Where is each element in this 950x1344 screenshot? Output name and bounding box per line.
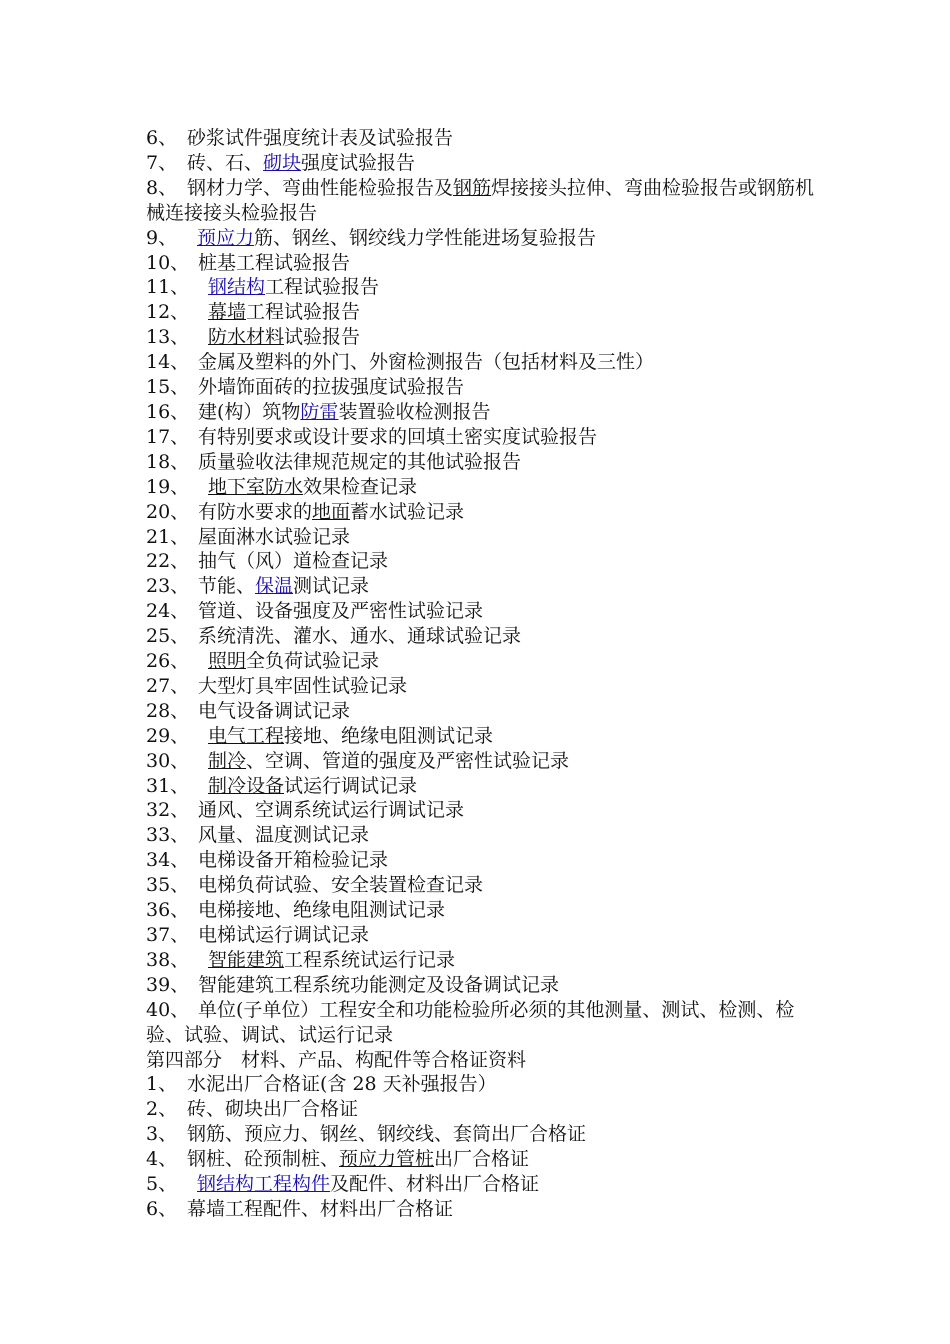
item-number: 38、 [146, 948, 190, 971]
list-item [146, 1122, 826, 1147]
underlined-keyword: 智能建筑 [208, 948, 285, 971]
item-number: 9、 [146, 226, 178, 249]
item-number: 25、 [146, 625, 190, 648]
list-item [146, 923, 826, 948]
item-number: 1、 [146, 1073, 178, 1096]
item-number: 2、 [146, 1098, 178, 1121]
list-item [146, 848, 826, 873]
underlined-keyword: 制冷设备 [208, 774, 285, 797]
item-text: 蓄水试验记录 [350, 500, 465, 523]
item-text: 管道、设备强度及严密性试验记录 [198, 600, 484, 623]
list-item [146, 350, 826, 375]
list-item [146, 823, 826, 848]
underlined-keyword: 钢筋 [453, 176, 492, 199]
item-number: 12、 [146, 301, 190, 324]
item-number: 28、 [146, 699, 190, 722]
item-number: 29、 [146, 724, 190, 747]
keyword-link[interactable]: 防雷 [300, 400, 339, 423]
underlined-keyword: 地下室防水 [208, 475, 304, 498]
item-text: 钢筋、预应力、钢丝、钢绞线、套筒出厂合格证 [187, 1123, 587, 1146]
list-item [146, 574, 826, 599]
item-text: 工程试验报告 [265, 276, 380, 299]
item-number: 6、 [146, 1197, 178, 1220]
item-number: 11、 [146, 276, 190, 299]
item-number: 14、 [146, 351, 190, 374]
section-heading [146, 1048, 826, 1073]
list-item [146, 500, 826, 525]
list-item [146, 151, 826, 176]
item-number: 26、 [146, 650, 190, 673]
list-item [146, 275, 826, 300]
list-item [146, 226, 826, 251]
item-text: 有特别要求或设计要求的回填土密实度试验报告 [198, 425, 598, 448]
item-text: 外墙饰面砖的拉拔强度试验报告 [198, 376, 465, 399]
item-number: 8、 [146, 176, 178, 199]
item-number: 27、 [146, 674, 190, 697]
list-item [146, 400, 826, 425]
document-body [146, 126, 826, 1222]
item-text: 抽气（风）道检查记录 [198, 550, 389, 573]
item-text: 水泥出厂合格证(含 28 天补强报告） [187, 1073, 497, 1096]
item-number: 39、 [146, 973, 190, 996]
keyword-link[interactable]: 预应力 [197, 226, 255, 249]
item-text: 出厂合格证 [434, 1148, 530, 1171]
item-number: 19、 [146, 475, 190, 498]
item-number: 13、 [146, 326, 190, 349]
list-item [146, 798, 826, 823]
underlined-keyword: 照明 [208, 650, 247, 673]
item-number: 20、 [146, 500, 190, 523]
list-item [146, 973, 826, 998]
list-item [146, 126, 826, 151]
item-text: 桩基工程试验报告 [198, 251, 351, 274]
item-number: 15、 [146, 376, 190, 399]
list-item [146, 1147, 826, 1172]
item-number: 31、 [146, 774, 190, 797]
keyword-link[interactable]: 钢结构 [208, 276, 266, 299]
item-text: 砖、砌块出厂合格证 [187, 1098, 359, 1121]
underlined-keyword: 电气工程 [208, 724, 285, 747]
list-item [146, 699, 826, 724]
item-number: 40、 [146, 998, 190, 1021]
list-item [146, 475, 826, 500]
item-text: 钢材力学、弯曲性能检验报告及 [187, 176, 454, 199]
item-text: 金属及塑料的外门、外窗检测报告（包括材料及三性） [198, 351, 655, 374]
list-item [146, 948, 826, 973]
item-number: 5、 [146, 1173, 178, 1196]
list-item [146, 325, 826, 350]
list-item [146, 1097, 826, 1122]
item-number: 33、 [146, 824, 190, 847]
item-number: 3、 [146, 1123, 178, 1146]
item-number: 18、 [146, 450, 190, 473]
list-item [146, 425, 826, 450]
list-item [146, 898, 826, 923]
item-text: 钢桩、砼预制桩、 [187, 1148, 340, 1171]
list-item [146, 176, 826, 226]
item-number: 4、 [146, 1148, 178, 1171]
item-text: 砖、石、 [187, 151, 264, 174]
item-text: 及配件、材料出厂合格证 [330, 1173, 540, 1196]
list-item [146, 599, 826, 624]
keyword-link[interactable]: 钢结构工程构件 [197, 1173, 331, 1196]
item-text: 、空调、管道的强度及严密性试验记录 [246, 749, 570, 772]
item-text: 有防水要求的 [198, 500, 313, 523]
item-number: 36、 [146, 899, 190, 922]
item-text: 风量、温度测试记录 [198, 824, 370, 847]
item-text: 强度试验报告 [301, 151, 416, 174]
list-item [146, 998, 826, 1048]
item-text: 电梯负荷试验、安全装置检查记录 [198, 874, 484, 897]
list-item [146, 1072, 826, 1097]
item-text: 单位(子单位）工程安全和功能检验所必须的其他测量、测试、检测、检验、试验、调试、试运行记录 [146, 998, 795, 1046]
item-number: 6、 [146, 127, 178, 149]
keyword-link[interactable]: 砌块 [263, 151, 302, 174]
item-text: 节能、 [198, 575, 256, 598]
underlined-keyword: 幕墙 [208, 301, 247, 324]
item-text: 电梯试运行调试记录 [198, 924, 370, 946]
list-item [146, 1197, 826, 1222]
item-text: 大型灯具牢固性试验记录 [198, 674, 408, 697]
list-item [146, 649, 826, 674]
item-text: 筋、钢丝、钢绞线力学性能进场复验报告 [254, 226, 597, 249]
item-text: 电气设备调试记录 [198, 699, 351, 722]
item-number: 35、 [146, 874, 190, 897]
item-text: 效果检查记录 [303, 475, 418, 498]
item-number: 32、 [146, 799, 190, 822]
underlined-keyword: 防水材料 [208, 326, 285, 349]
item-text: 工程系统试运行记录 [284, 948, 456, 971]
item-text: 第四部分 材料、产品、构配件等合格证资料 [146, 1048, 527, 1071]
item-text: 幕墙工程配件、材料出厂合格证 [187, 1197, 454, 1220]
item-number: 10、 [146, 251, 190, 274]
item-text: 通风、空调系统试运行调试记录 [198, 799, 465, 822]
list-item [146, 724, 826, 749]
list-item [146, 624, 826, 649]
keyword-link[interactable]: 保温 [255, 575, 294, 598]
list-item [146, 674, 826, 699]
item-number: 30、 [146, 749, 190, 772]
list-item [146, 375, 826, 400]
item-number: 7、 [146, 151, 178, 174]
item-text: 接地、绝缘电阻测试记录 [284, 724, 494, 747]
list-item [146, 873, 826, 898]
item-text: 系统清洗、灌水、通水、通球试验记录 [198, 625, 522, 648]
item-number: 21、 [146, 525, 190, 548]
list-item [146, 450, 826, 475]
item-text: 焊接接头拉伸、弯曲检验报告或钢筋机械连接接头检验报告 [146, 176, 815, 224]
item-text: 试验报告 [284, 326, 361, 349]
item-text: 电梯设备开箱检验记录 [198, 849, 389, 872]
underlined-keyword: 制冷 [208, 749, 247, 772]
item-text: 建(构）筑物 [198, 400, 301, 423]
item-number: 16、 [146, 400, 190, 423]
list-item [146, 300, 826, 325]
item-number: 24、 [146, 600, 190, 623]
list-item [146, 251, 826, 276]
item-number: 34、 [146, 849, 190, 872]
item-text: 全负荷试验记录 [246, 650, 380, 673]
item-text: 测试记录 [293, 575, 370, 598]
item-text: 质量验收法律规范规定的其他试验报告 [198, 450, 522, 473]
item-text: 智能建筑工程系统功能测定及设备调试记录 [198, 973, 560, 996]
item-number: 23、 [146, 575, 190, 598]
item-text: 工程试验报告 [246, 301, 361, 324]
list-item [146, 774, 826, 799]
item-text: 试运行调试记录 [284, 774, 418, 797]
item-number: 17、 [146, 425, 190, 448]
item-text: 装置验收检测报告 [338, 400, 491, 423]
item-number: 37、 [146, 924, 190, 946]
item-number: 22、 [146, 550, 190, 573]
item-text: 砂浆试件强度统计表及试验报告 [187, 127, 454, 149]
list-item [146, 525, 826, 550]
list-item [146, 1172, 826, 1197]
underlined-keyword: 预应力管桩 [339, 1148, 435, 1171]
list-item [146, 749, 826, 774]
list-item [146, 549, 826, 574]
item-text: 电梯接地、绝缘电阻测试记录 [198, 899, 446, 922]
underlined-keyword: 地面 [312, 500, 351, 523]
item-text: 屋面淋水试验记录 [198, 525, 351, 548]
